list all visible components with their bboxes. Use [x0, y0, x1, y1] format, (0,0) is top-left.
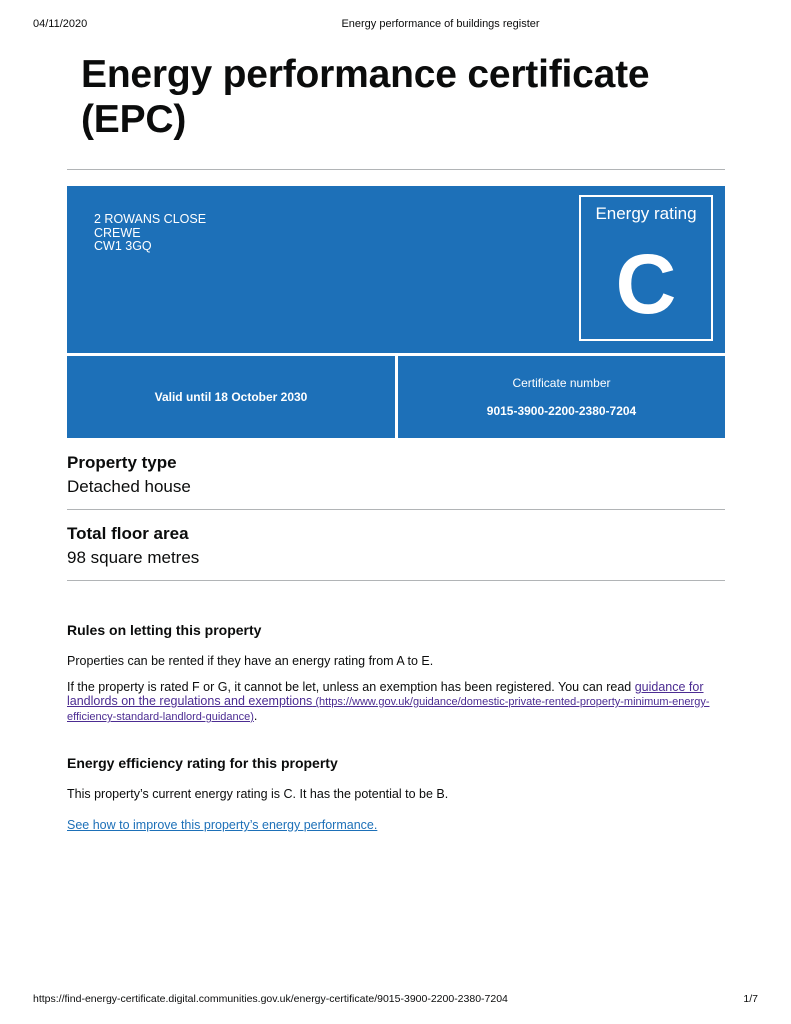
efficiency-rating-heading: Energy efficiency rating for this property — [67, 755, 338, 771]
summary-divider-1 — [67, 509, 725, 510]
efficiency-rating-paragraph: This property’s current energy rating is C. It has the potential to be B. — [67, 787, 449, 801]
landlord-guidance-link[interactable]: guidance for landlords on the regulations and exemptions — [67, 680, 704, 708]
print-header-date: 04/11/2020 — [33, 18, 88, 30]
property-type-heading: Property type — [67, 453, 177, 472]
energy-rating-box — [579, 195, 713, 341]
property-type-value: Detached house — [67, 477, 191, 496]
certificate-number-label: Certificate number — [512, 376, 611, 390]
print-footer-url: https://find-energy-certificate.digital.communities.gov.uk/energy-certificate/9015-3900-2200-2380-7204 — [33, 993, 508, 1005]
floor-area-value: 98 square metres — [67, 548, 200, 567]
improve-performance-row — [67, 818, 727, 832]
floor-area-heading: Total floor area — [67, 524, 189, 543]
energy-rating-label: Energy rating — [595, 204, 697, 223]
validity-panel — [67, 356, 395, 438]
certificate-panel — [398, 356, 725, 438]
valid-until-text: Valid until 18 October 2030 — [154, 390, 308, 404]
letting-rules-paragraph-2 — [67, 680, 727, 724]
certificate-number-value: 9015-3900-2200-2380-7204 — [486, 404, 637, 418]
title-divider — [67, 169, 725, 170]
address-line-1: 2 ROWANS CLOSE — [94, 212, 207, 226]
address-panel — [67, 186, 725, 353]
letting-rules-heading: Rules on letting this property — [67, 622, 262, 638]
print-header-title: Energy performance of buildings register — [341, 18, 540, 30]
letting-rules-end: . — [253, 709, 258, 723]
landlord-guidance-url[interactable]: (https://www.gov.uk/guidance/domestic-private-rented-property-minimum-energy-efficiency-standard-landlord-guidance) — [67, 696, 710, 723]
property-address — [94, 213, 206, 254]
letting-rules-paragraph-1: Properties can be rented if they have an energy rating from A to E. — [67, 654, 434, 668]
address-line-2: CREWE — [94, 225, 141, 240]
page-title: Energy performance certificate (EPC) — [81, 53, 650, 141]
letting-rules-text: If the property is rated F or G, it cannot be let, unless an exemption has been registered. You can read — [67, 680, 635, 694]
print-footer-page-number: 1/7 — [743, 993, 758, 1005]
summary-divider-2 — [67, 580, 725, 581]
improve-performance-link[interactable]: See how to improve this property’s energy performance. — [67, 818, 378, 832]
address-line-3: CW1 3GQ — [94, 239, 152, 253]
energy-rating-letter: C — [615, 237, 677, 331]
